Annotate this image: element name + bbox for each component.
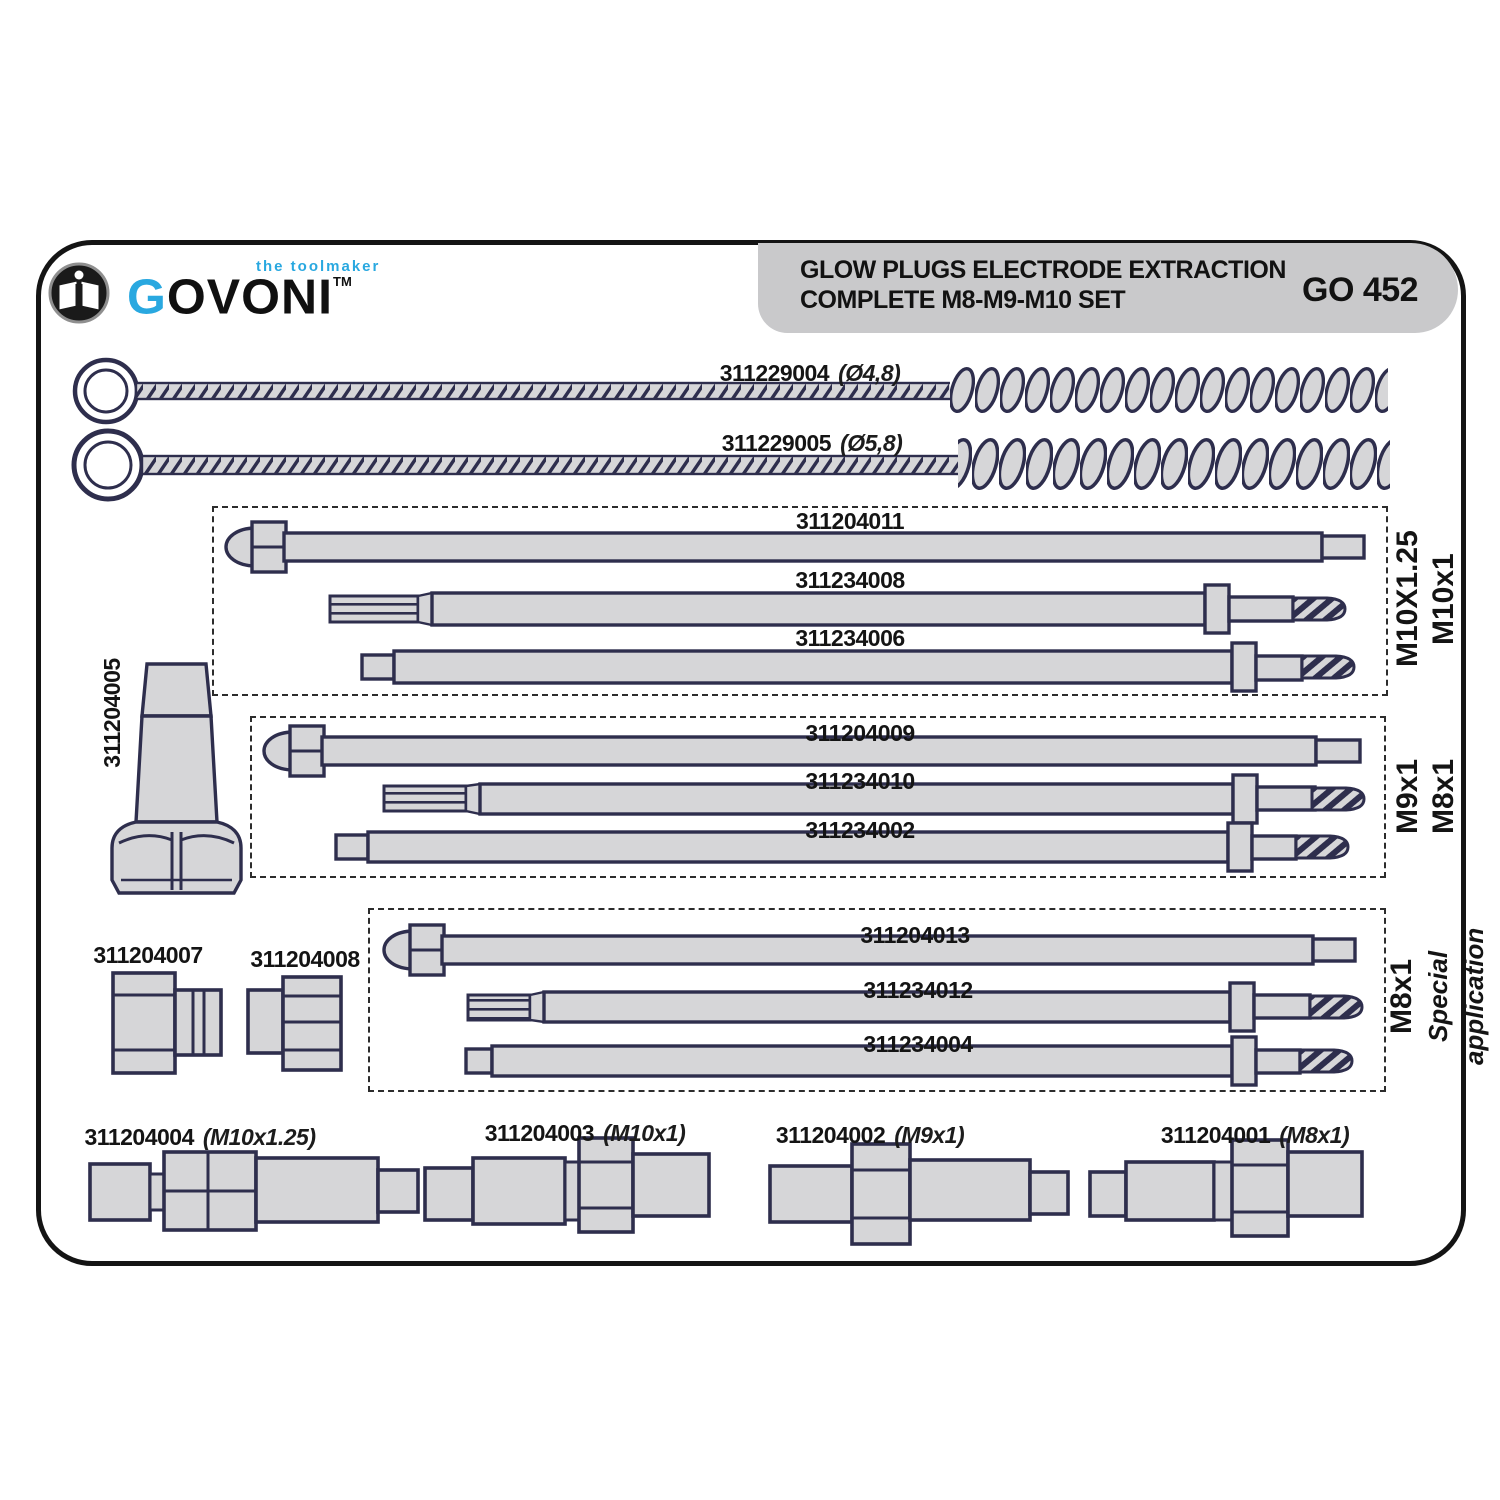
label-rod (860, 922, 969, 949)
adapter-311204004 (90, 1152, 418, 1230)
label-adapter (485, 1120, 686, 1147)
adapter-311204003 (425, 1138, 709, 1232)
thread-label: M8x1 (1427, 758, 1460, 834)
label-adapter (250, 946, 359, 973)
thread-label: M8x1 (1385, 958, 1418, 1034)
socket-311204005 (112, 664, 241, 893)
part-number: 311234006 (795, 625, 905, 651)
label-adapter (776, 1122, 964, 1149)
thread-size: (M10x1) (603, 1120, 686, 1146)
part-number: 311204001 (1160, 1122, 1271, 1148)
part-number: 311234010 (805, 768, 915, 794)
label-brush-2 (722, 430, 903, 457)
part-size: (Ø5,8) (840, 430, 903, 456)
brand-letter-g: G (127, 269, 167, 325)
side-label-box3 (1384, 890, 1492, 1102)
title-line1: GLOW PLUGS ELECTRODE EXTRACTION (800, 256, 1286, 284)
side-label-box1 (1390, 504, 1462, 694)
label-adapter (93, 942, 202, 969)
part-number: 311234004 (863, 1031, 973, 1057)
label-rod (863, 1031, 972, 1058)
part-number: 311204007 (93, 942, 203, 968)
part-number: 311204004 (84, 1124, 194, 1150)
label-rod (805, 768, 914, 795)
part-size: (Ø4,8) (838, 360, 901, 386)
brand-tm: TM (333, 274, 352, 290)
thread-size: (M10x1.25) (202, 1124, 316, 1150)
adapter-311204007 (113, 973, 221, 1073)
title-line2: COMPLETE M8-M9-M10 SET (800, 286, 1126, 314)
product-code: GO 452 (1302, 271, 1419, 309)
label-adapter (85, 1124, 316, 1151)
adapter-311204001 (1090, 1140, 1362, 1236)
part-number: 311229005 (721, 430, 832, 456)
adapter-311204002 (770, 1144, 1068, 1244)
label-rod (796, 508, 904, 535)
label-rod (795, 567, 904, 594)
part-number: 311204009 (805, 720, 915, 746)
thread-label: M9x1 (1391, 758, 1424, 834)
label-rod (805, 720, 914, 747)
part-number: 311229004 (719, 360, 830, 386)
part-number: 311204011 (795, 508, 905, 534)
label-socket: 311204005 (99, 658, 125, 768)
part-number: 311204002 (775, 1122, 886, 1148)
label-brush-1 (720, 360, 901, 387)
part-number: 311234008 (795, 567, 905, 593)
thread-label: M10X1.25 (1391, 530, 1424, 668)
label-rod (805, 817, 914, 844)
label-adapter (1161, 1122, 1349, 1149)
part-number: 311204008 (250, 946, 360, 972)
adapter-311204008 (248, 977, 341, 1070)
thread-size: (M9x1) (894, 1122, 965, 1148)
brand-rest: OVONI (166, 269, 334, 325)
thread-size: (M8x1) (1279, 1122, 1350, 1148)
part-number: 311204003 (484, 1120, 595, 1146)
part-number: 311204013 (860, 922, 970, 948)
logo-tagline: the toolmaker (256, 258, 381, 275)
label-rod (863, 977, 972, 1004)
thread-label: M10x1 (1427, 553, 1460, 645)
application-label: Special application (1423, 927, 1489, 1065)
label-rod (795, 625, 904, 652)
part-number: 311234002 (805, 817, 915, 843)
side-label-box2 (1390, 716, 1462, 876)
part-number: 311234012 (863, 977, 973, 1003)
